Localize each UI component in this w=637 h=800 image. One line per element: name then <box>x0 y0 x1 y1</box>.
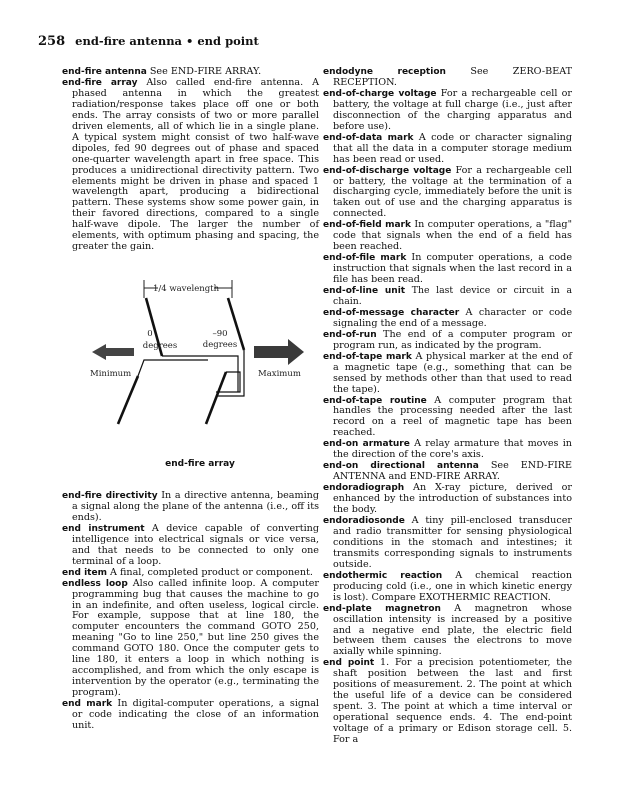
glossary-entry <box>323 604 572 659</box>
glossary-entry <box>323 67 572 89</box>
minimum-label: Minimum <box>90 369 132 379</box>
left-phase-unit: degrees <box>142 341 178 351</box>
glossary-entry <box>62 524 319 568</box>
entry-term: end-fire directivity <box>62 491 158 501</box>
glossary-entry <box>323 658 572 746</box>
glossary-entry <box>323 133 572 166</box>
glossary-entry <box>323 166 572 221</box>
glossary-entry <box>62 579 319 699</box>
figure-caption: end-fire array <box>165 459 235 469</box>
entry-term: endothermic reaction <box>323 570 443 581</box>
entry-term: end item <box>62 567 107 578</box>
entry-definition: In computer operations, a code instruction that signals when the last record in a file has been read. <box>333 252 573 286</box>
right-column <box>323 67 572 746</box>
page-header <box>38 34 259 49</box>
entry-definition: A relay armature that moves in the direction of the core's axis. <box>333 438 572 461</box>
entry-term: end mark <box>62 699 113 710</box>
entry-definition: In computer operations, a "flag" code that signals when the end of a field has been reached. <box>333 219 572 253</box>
entry-term: endoradiosonde <box>323 515 405 526</box>
entry-definition: For a rechargeable cell or battery, the voltage at full charge (i.e., just after disconnection of the charging apparatus and before use). <box>333 87 573 132</box>
entry-term: end instrument <box>62 523 145 534</box>
entry-definition: A tiny pill-enclosed transducer and radio transmitter for sensing physiological conditions in the stomach and intestines; it transmits corresponding signals to instruments outside. <box>333 514 572 570</box>
glossary-entry <box>323 396 572 440</box>
glossary-entry <box>323 286 572 308</box>
glossary-entry <box>62 491 319 524</box>
entry-definition: The last device or circuit in a chain. <box>333 285 572 307</box>
entry-term: end-of-tape routine <box>323 395 427 406</box>
entry-term: end-of-line unit <box>323 286 406 297</box>
glossary-entry <box>323 516 572 571</box>
entry-term: endless loop <box>62 578 128 589</box>
glossary-entry <box>62 78 319 253</box>
entry-definition: See END-FIRE ANTENNA and END-FIRE ARRAY. <box>333 460 572 483</box>
glossary-entry <box>323 571 572 604</box>
entry-term: end-of-run <box>323 329 377 340</box>
entry-term: end-of-tape mark <box>323 351 412 362</box>
glossary-entry <box>323 461 572 483</box>
entry-term: end-on directional antenna <box>323 461 479 472</box>
entry-definition: 1. For a precision potentiometer, the shaft position between the last and first positions of measurement. 2. The point at which the useful life of a device can be considered spent. 3. The point at which a time interval or operational sequence ends. 4. The end-point voltage of a primary or Edison storage cell. 5. For a <box>333 657 573 746</box>
entry-definition: See END-FIRE ARRAY. <box>146 66 262 77</box>
left-phase-value: 0 <box>147 329 153 339</box>
entry-definition: For a rechargeable cell or battery, the voltage at the termination of a discharging cycle, immediately before the unit is taken out of use and the charging apparatus is connected. <box>333 164 572 220</box>
entry-term: end-of-data mark <box>323 132 414 143</box>
entry-term: end-of-file mark <box>323 253 407 264</box>
wavelength-label: 1/4 wavelength <box>152 284 220 294</box>
entry-definition: An X-ray picture, derived or enhanced by the introduction of substances into the body. <box>333 482 572 516</box>
entry-definition: In digital-computer operations, a signal or code indicating the close of an information unit. <box>72 698 319 732</box>
entry-definition: A final, completed product or component. <box>106 566 313 578</box>
glossary-entry <box>323 220 572 253</box>
entry-definition: A device capable of converting intelligence into electrical signals or vice versa, and that needs to be connected to only one terminal of a loop. <box>72 522 319 567</box>
maximum-label: Maximum <box>258 369 301 379</box>
phasing-line <box>208 356 238 392</box>
entry-definition: A physical marker at the end of a magnetic tape (e.g., something that can be sensed by methods other than that used to read the tape). <box>333 350 573 395</box>
glossary-entry <box>62 699 319 732</box>
entry-term: end-of-discharge voltage <box>323 165 452 176</box>
left-feed-line <box>138 360 208 376</box>
entry-term: end-plate magnetron <box>323 603 441 614</box>
entry-definition: A code or character signaling that all the data in a computer storage medium has been read or used. <box>333 131 572 165</box>
page-number: 258 <box>38 34 66 49</box>
entry-term: end-of-message character <box>323 307 460 318</box>
glossary-entry <box>323 89 572 133</box>
minimum-arrow <box>92 344 134 360</box>
entry-definition: A magnetron whose oscillation intensity is increased by a positive and a negative end plate, the electric field between them causes the electrons to move axially while spinning. <box>333 602 572 658</box>
entry-term: endoradiograph <box>323 483 405 494</box>
entry-term: endodyne reception <box>323 67 446 77</box>
entry-definition: Also called infinite loop. A computer programming bug that causes the machine to go in an indefinite, and often useless, logical circle. For example, suppose that at line 180, the computer encounters the command GOTO 250, meaning "Go to line 250," but line 250 gives the command GOTO 180. Once the computer gets to line 180, it enters a loop in which nothing is accomplished, and from which the only escape is intervention by the operator (e.g., terminating the program). <box>72 577 319 699</box>
maximum-arrow <box>254 339 304 365</box>
left-column-top <box>62 67 319 253</box>
glossary-entry <box>323 352 572 396</box>
end-fire-array-figure <box>88 268 308 478</box>
entry-definition: A chemical reaction producing cold (i.e., one in which kinetic energy is lost). Compare EXOTHERMIC REACTION. <box>333 569 572 603</box>
entry-definition: The end of a computer program or program run, as indicated by the program. <box>333 328 572 351</box>
entry-definition: A computer program that handles the processing needed after the last record on a reel of magnetic tape has been reached. <box>333 394 573 439</box>
entry-definition: In a directive antenna, beaming a signal along the plane of the antenna (i.e., off its ends). <box>72 490 319 523</box>
entry-definition: See ZERO-BEAT RECEPTION. <box>333 66 572 88</box>
glossary-entry <box>323 483 572 516</box>
entry-term: end-fire array <box>62 77 138 88</box>
entry-term: end-fire antenna <box>62 67 147 77</box>
entry-term: end-of-field mark <box>323 220 411 231</box>
left-dipole-bottom <box>118 376 138 424</box>
glossary-entry <box>323 253 572 286</box>
glossary-entry <box>323 308 572 330</box>
running-head: end-fire antenna • end point <box>75 34 259 48</box>
glossary-entry <box>323 330 572 352</box>
end-fire-array-diagram <box>88 268 308 478</box>
entry-term: end-of-charge voltage <box>323 88 437 99</box>
right-dipole-bottom <box>206 372 226 424</box>
entry-definition: A character or code signaling the end of a message. <box>333 306 572 329</box>
glossary-entry <box>323 439 572 461</box>
entry-definition: Also called end-fire antenna. A phased antenna in which the greatest radiation/response takes place off one or both ends. The array consists of two or more parallel driven elements, all of which lie in a single plane. A typical system might consist of two half-wave dipoles, fed 90 degrees out of phase and spaced one-quarter wavelength apart in free space. This produces a unidirectional directivity pattern. Two elements might be driven in phase and spaced 1 wavelength apart, producing a bidirectional pattern. These systems show some power gain, in their favored directions, compared to a single half-wave dipole. The larger the number of elements, with optimum phasing and spacing, the greater the gain. <box>72 76 319 253</box>
left-column-bottom <box>62 491 319 732</box>
right-phase-unit: degrees <box>202 340 238 350</box>
entry-term: end-on armature <box>323 439 410 450</box>
right-phase-value: –90 <box>212 329 228 339</box>
entry-term: end point <box>323 658 375 669</box>
